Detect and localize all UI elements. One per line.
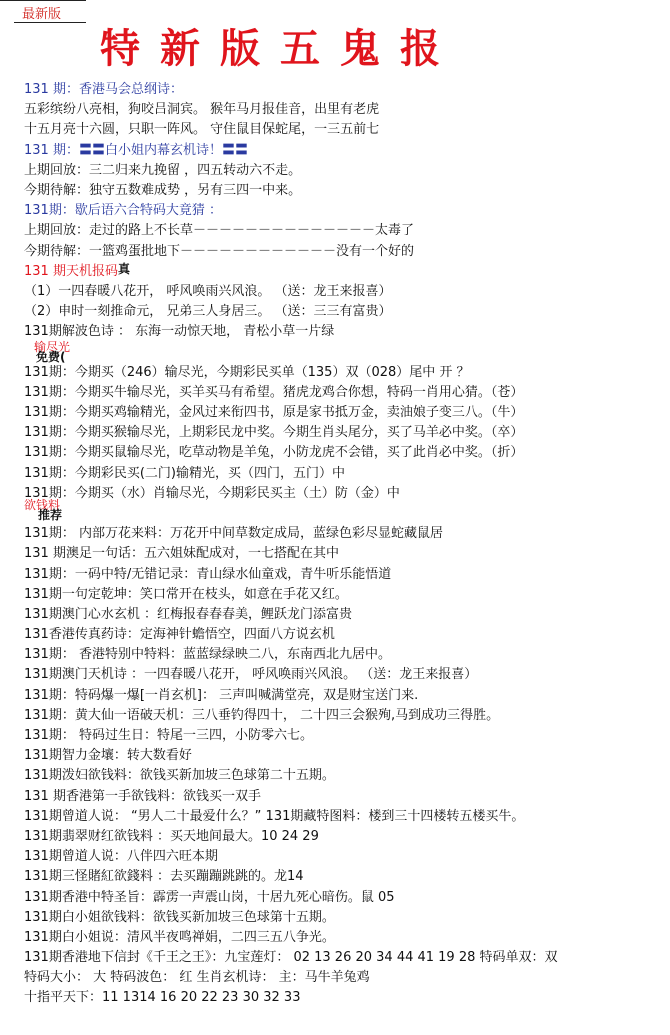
text-line: 131期：歇后语六合特码大竟猜 ： — [24, 203, 222, 219]
text-line: 131 期：〓〓白小姐内幕玄机诗！〓〓 — [24, 142, 248, 158]
top-rule — [0, 0, 86, 1]
text-line: 131期白小姐说：清风半夜鸣禅娟，二四三五八争光。 — [24, 929, 335, 945]
text-line: 131期曾道人说： “男人二十最爱什么？” 131期藏特图料：楼到三十四楼转五楼买牛。 — [24, 808, 525, 824]
section-label-red-2: 欲钱料 — [24, 498, 61, 512]
text-line: 131期翡翠财红欲钱料 ：买天地间最大。10 24 29 — [24, 828, 319, 844]
text-line: 五彩缤纷八亮相，狗咬吕洞宾。 猴年马月报佳音，出里有老虎 — [24, 102, 380, 118]
text-line: 131期：今期买鼠输尽光，吃草动物是羊兔，小防龙虎不会错，买了此肖必中奖。（折） — [24, 445, 524, 461]
text-line: 131期：今期买鸡输精光，金风过来衔四书，原是家书抵万金，卖油娘子变三八。（牛） — [24, 405, 524, 420]
text-line: 特码大小： 大 特码波色： 红 生肖玄机诗： 主：马牛羊兔鸡 — [24, 970, 370, 986]
text-line: （2）申时一刻推命元， 兄弟三人身居三。 （送：三三有富贵） — [24, 304, 392, 320]
section-label-red: 输尽光 — [34, 340, 71, 354]
text-line: 十指平天下：11 1314 16 20 22 23 30 32 33 — [24, 990, 301, 1006]
text-line: 131期香港中特圣旨：霹雳一声震山岗，十居九死心暗伤。鼠 05 — [24, 889, 395, 905]
text-line: 今期待解：一篮鸡蛋批地下－－－－－－－－－－－－没有一个好的 — [24, 243, 415, 259]
text-line: （1）一四春暖八花开， 呼风唤雨兴风浪。 （送：龙王来报喜） — [24, 283, 392, 299]
text-line: 131期三怪賭紅欲錢料 ：去买蹦蹦跳跳的。龙14 — [24, 869, 304, 885]
text-line: 131期：今期买（水）肖输尽光，今期彩民买主（土）防（金）中 — [24, 485, 400, 501]
text-line: 131期： 内部万花来料：万花开中间草数定成局，蓝绿色彩尽显蛇藏鼠居 — [24, 526, 443, 542]
text-line: 上期回放：三二归来九挽留 ，四五转动六不走。 — [24, 162, 302, 178]
text-line: 131期：今期买牛输尽光，买羊买马有希望。猪虎龙鸡合你想，特码一肖用心猜。（苍） — [24, 384, 524, 400]
text-line: 131 期澳足一句话：五六姐妹配成对，一七搭配在其中 — [24, 546, 339, 562]
text-line — [24, 504, 666, 524]
text-line: 131期：今期买猴输尽光，上期彩民龙中奖。今期生肖头尾分，买了马羊必中奖。（卒） — [24, 425, 524, 441]
text-line: 131期白小姐欲钱料：欲钱买新加坡三色球第十五期。 — [24, 909, 335, 925]
section-label-recommend: 推荐 — [38, 508, 63, 522]
text-line: 131期：今期彩民买(二门)输精光，买（四门，五门）中 — [24, 465, 345, 481]
text-line: 131期一句定乾坤：笑口常开在枝头，如意在手花又红。 — [24, 586, 348, 602]
text-line: 131 期：香港马会总纲诗： — [24, 82, 183, 97]
text-line: 131期澳门天机诗 ：一四春暖八花开， 呼风唤雨兴风浪。 （送：龙王来报喜） — [24, 667, 478, 683]
text-line: 131期曾道人说：八伴四六旺本期 — [24, 849, 218, 865]
text-line: 今期待解：独守五数难成势 ，另有三四一中来。 — [24, 182, 302, 198]
overlay-zhen: 真 — [118, 262, 131, 276]
text-line: 131期： 香港特别中特料：蓝蓝绿绿映二八，东南西北九居中。 — [24, 647, 391, 663]
badge-underline — [14, 22, 86, 23]
latest-version-badge: 最新版 — [22, 7, 62, 22]
text-line: 131香港传真药诗：定海神针蟾悟空，四面八方说玄机 — [24, 627, 335, 643]
text-line: 131期澳门心水玄机 ：红梅报春春春美，鲤跃龙门添富贵 — [24, 606, 352, 622]
section-label-free: 免费( — [36, 350, 66, 364]
document-body — [24, 80, 666, 1009]
text-line — [24, 342, 666, 362]
text-line: 131期：一码中特/无错记录：青山绿水仙童戏，青牛听乐能悟道 — [24, 566, 392, 582]
text-line: 131 期天机报码 — [24, 263, 118, 279]
text-line: 131期智力金壤：转大数看好 — [24, 748, 192, 764]
text-line: 131期： 特码过生日：特尾一三四，小防零六七。 — [24, 728, 313, 743]
text-line: 131期：特码爆一爆[一肖玄机]： 三声叫喊满堂亮，双是财宝送门来. — [24, 687, 419, 703]
text-line: 十五月亮十六圆，只职一阵风。 守住鼠目保蛇尾，一三五前七 — [24, 122, 380, 138]
text-line: 131 期香港第一手欲钱料：欲钱买一双手 — [24, 788, 261, 804]
page-title: 特新版五鬼报 — [100, 25, 460, 72]
text-line: 131期：今期买（246）输尽光，今期彩民买单（135）双（028）尾中 开 ？ — [24, 364, 470, 380]
text-line: 131期解波色诗 ： 东海一动惊天地， 青松小草一片绿 — [24, 324, 335, 340]
text-line: 131期：黄大仙一语破天机：三八垂钓得四十， 二十四三会猴殉,马到成功三得胜。 — [24, 707, 500, 723]
text-line: 上期回放：走过的路上不长草－－－－－－－－－－－－－－太毒了 — [24, 223, 415, 239]
text-line: 131期香港地下信封《千王之王》：九宝莲灯： 02 13 26 20 34 44 41 19 28 特码单双：双 — [24, 950, 558, 966]
text-line: 131期泼妇欲钱料：欲钱买新加坡三色球第二十五期。 — [24, 768, 335, 784]
